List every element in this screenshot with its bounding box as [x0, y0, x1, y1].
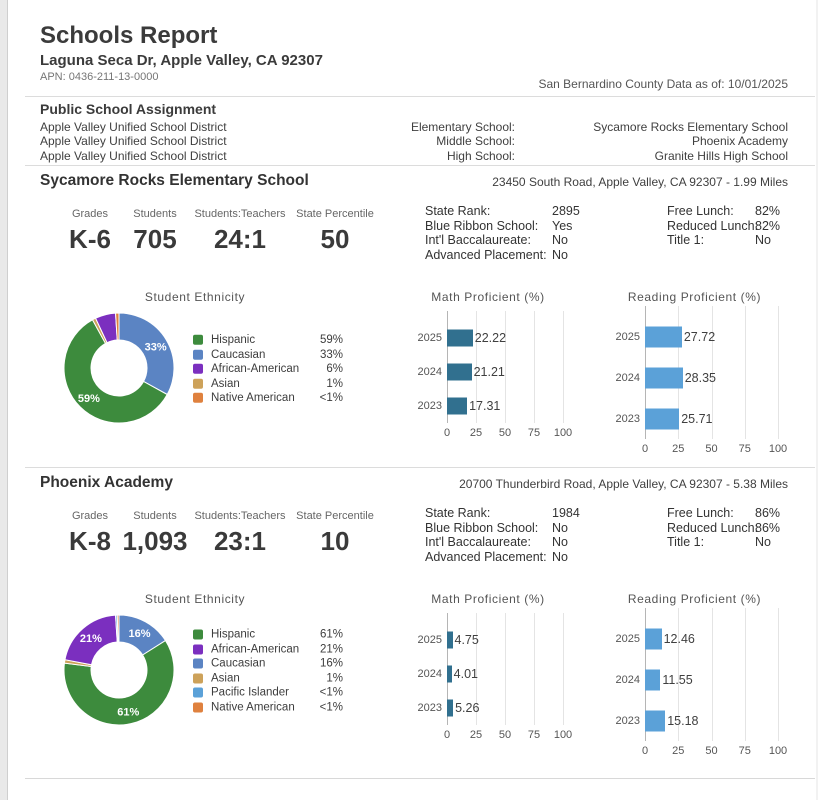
- legend-percent: 33%: [319, 348, 343, 361]
- detail-row: [425, 550, 655, 565]
- axis-tick-label: 25: [469, 427, 483, 439]
- legend-row: [193, 671, 343, 686]
- axis-tick-label: 25: [469, 729, 483, 741]
- axis-tick-label: 100: [768, 745, 788, 757]
- page-title: Schools Report: [40, 22, 218, 49]
- legend-percent: <1%: [319, 701, 343, 714]
- legend-row: [193, 333, 343, 348]
- bar-value-label: 12.46: [663, 631, 695, 646]
- detail-value: 2895: [552, 204, 580, 218]
- bar-chart-plot: [417, 311, 563, 423]
- stat-value: K-6: [69, 224, 111, 254]
- year-label: 2023: [615, 412, 640, 425]
- detail-value: No: [552, 233, 568, 248]
- bar-chart-plot: [615, 608, 778, 741]
- legend-label: Asian: [211, 377, 240, 390]
- report-header: [25, 0, 815, 97]
- bar-row: [615, 316, 778, 357]
- stat-label: Students: [133, 208, 177, 220]
- bar: [447, 398, 467, 415]
- school-name: Sycamore Rocks Elementary School: [40, 172, 309, 189]
- bar-row: [615, 659, 778, 700]
- assignment-title: Public School Assignment: [40, 101, 217, 117]
- axis-tick-label: 50: [498, 729, 512, 741]
- school-details-left: [425, 204, 655, 262]
- detail-label: Blue Ribbon School:: [425, 218, 539, 233]
- ethnicity-donut-svg: [44, 610, 194, 730]
- detail-value: 82%: [755, 204, 781, 218]
- math-chart-phoenix: [413, 592, 573, 743]
- bar-row: [615, 700, 778, 741]
- legend-label: Caucasian: [211, 348, 266, 361]
- stat-label: Grades: [71, 208, 109, 220]
- bar-value-label: 17.31: [469, 399, 501, 413]
- detail-value: 86%: [755, 506, 781, 520]
- school-details-right: [667, 204, 817, 248]
- legend-swatch-icon: [193, 702, 203, 712]
- detail-value: No: [552, 520, 568, 535]
- legend-row: [193, 347, 343, 362]
- year-label: 2025: [417, 634, 442, 646]
- bar: [447, 700, 453, 717]
- stat-block: [288, 208, 382, 255]
- stat-label: Grades: [71, 510, 109, 522]
- legend-swatch-icon: [193, 673, 203, 683]
- legend-row: [193, 391, 343, 406]
- detail-row: [667, 219, 817, 234]
- bar-chart-axis: [443, 729, 573, 743]
- legend-label: Native American: [211, 701, 295, 714]
- detail-value: No: [755, 535, 771, 550]
- axis-tick-label: 75: [527, 729, 541, 741]
- stat-label: Students:Teachers: [194, 208, 286, 220]
- legend-label: Hispanic: [211, 628, 256, 641]
- stat-label: Students: [133, 510, 177, 522]
- school-details-left: [425, 506, 655, 564]
- gridline: [778, 306, 779, 439]
- bar: [447, 666, 452, 683]
- legend-swatch-icon: [193, 364, 203, 374]
- detail-value: 1984: [552, 506, 580, 520]
- stat-label: State Percentile: [296, 208, 374, 220]
- legend-row: [193, 700, 343, 715]
- school-level-row: [405, 134, 788, 148]
- data-as-of-note: San Bernardino County Data as of: 10/01/2025: [538, 77, 788, 91]
- axis-tick-label: 0: [443, 729, 451, 741]
- bar-row: [615, 357, 778, 398]
- district-line: Apple Valley Unified School District: [40, 134, 227, 149]
- bar: [645, 326, 682, 347]
- gridline: [778, 608, 779, 741]
- ethnicity-legend-phoenix: [193, 628, 343, 715]
- school-details-right: [667, 506, 817, 550]
- legend-swatch-icon: [193, 335, 203, 345]
- bar-value-label: 28.35: [684, 370, 716, 385]
- bar-row: [417, 623, 563, 657]
- level-value: Sycamore Rocks Elementary School: [593, 120, 788, 134]
- school-section-phoenix: [25, 468, 815, 779]
- math-chart-sycamore: [413, 290, 573, 441]
- school-name: Phoenix Academy: [40, 474, 173, 491]
- detail-label: Title 1:: [667, 233, 705, 248]
- stat-block: [180, 208, 300, 255]
- stat-block: [288, 510, 382, 557]
- year-label: 2023: [417, 400, 442, 412]
- detail-row: [425, 521, 655, 536]
- detail-label: Advanced Placement:: [425, 549, 547, 564]
- ethnicity-chart-title: Student Ethnicity: [144, 592, 246, 606]
- axis-tick-label: 75: [527, 427, 541, 439]
- bar: [645, 669, 660, 690]
- stat-value: 24:1: [213, 224, 267, 254]
- bar-row: [417, 691, 563, 725]
- detail-row: [667, 233, 817, 248]
- detail-row: [667, 521, 817, 536]
- bar-chart-title: Reading Proficient (%): [627, 290, 762, 304]
- school-level-row: [405, 149, 788, 163]
- year-label: 2024: [417, 668, 442, 680]
- bar-value-label: 5.26: [455, 701, 480, 715]
- bar-row: [615, 618, 778, 659]
- bar-value-label: 27.72: [683, 329, 716, 344]
- legend-row: [193, 628, 343, 643]
- legend-label: Caucasian: [211, 657, 266, 670]
- bar-value-label: 11.55: [662, 672, 693, 687]
- property-address: Laguna Seca Dr, Apple Valley, CA 92307: [40, 52, 323, 69]
- stat-value: 1,093: [122, 526, 188, 556]
- bar: [645, 367, 683, 388]
- axis-tick-label: 0: [641, 443, 649, 455]
- detail-row: [667, 506, 817, 521]
- axis-tick-label: 100: [553, 729, 573, 741]
- legend-swatch-icon: [193, 659, 203, 669]
- detail-value: No: [552, 549, 568, 564]
- axis-tick-label: 75: [738, 443, 751, 455]
- axis-tick-label: 100: [768, 443, 788, 455]
- detail-label: Int'l Baccalaureate:: [425, 535, 531, 550]
- gridline: [563, 613, 564, 725]
- level-label: Elementary School:: [410, 120, 515, 134]
- detail-row: [425, 204, 655, 219]
- bar-chart-title: Math Proficient (%): [431, 290, 545, 304]
- apn-number: APN: 0436-211-13-0000: [40, 71, 159, 83]
- legend-percent: 1%: [326, 672, 343, 685]
- axis-tick-label: 25: [672, 443, 685, 455]
- donut-slice-label: 59%: [77, 393, 100, 406]
- legend-swatch-icon: [193, 350, 203, 360]
- detail-label: Int'l Baccalaureate:: [425, 233, 531, 248]
- bar: [447, 330, 473, 347]
- detail-label: Blue Ribbon School:: [425, 520, 539, 535]
- year-label: 2025: [417, 332, 442, 344]
- bar-value-label: 15.18: [667, 713, 699, 728]
- bar-row: [417, 355, 563, 389]
- school-address: 23450 South Road, Apple Valley, CA 92307 - 1.99 Miles: [492, 175, 788, 189]
- axis-tick-label: 25: [672, 745, 685, 757]
- legend-label: Asian: [211, 672, 240, 685]
- year-label: 2024: [417, 366, 442, 378]
- school-level-list: [405, 120, 788, 163]
- year-label: 2023: [615, 714, 640, 727]
- legend-row: [193, 362, 343, 377]
- legend-label: Pacific Islander: [211, 686, 289, 699]
- school-level-row: [405, 120, 788, 134]
- bar-row: [417, 389, 563, 423]
- level-value: Granite Hills High School: [654, 148, 788, 163]
- detail-row: [425, 535, 655, 550]
- detail-row: [667, 535, 817, 550]
- legend-row: [193, 376, 343, 391]
- bar: [645, 628, 662, 649]
- legend-percent: 21%: [319, 643, 343, 656]
- ethnicity-legend-sycamore: [193, 333, 343, 406]
- gridline: [563, 311, 564, 423]
- legend-percent: 6%: [326, 363, 343, 375]
- bar-value-label: 21.21: [473, 365, 505, 379]
- district-line: Apple Valley Unified School District: [40, 120, 227, 134]
- detail-value: No: [552, 247, 568, 262]
- bar-value-label: 22.22: [474, 331, 507, 345]
- ethnicity-chart-title: Student Ethnicity: [144, 290, 246, 304]
- donut-slice-native-american: [117, 615, 119, 642]
- axis-tick-label: 50: [498, 427, 512, 439]
- legend-row: [193, 657, 343, 672]
- legend-percent: <1%: [319, 392, 343, 404]
- stat-value: 23:1: [213, 526, 267, 556]
- axis-tick-label: 50: [705, 443, 718, 455]
- detail-value: No: [552, 535, 568, 550]
- detail-label: Advanced Placement:: [425, 247, 547, 262]
- legend-swatch-icon: [193, 393, 203, 403]
- detail-row: [425, 233, 655, 248]
- bar: [447, 364, 472, 381]
- axis-tick-label: 50: [705, 745, 718, 757]
- bar-chart-axis: [641, 745, 788, 759]
- level-label: Middle School:: [436, 134, 515, 149]
- bar-row: [417, 657, 563, 691]
- year-label: 2024: [615, 371, 640, 384]
- legend-percent: 1%: [326, 377, 343, 390]
- school-section-sycamore: [25, 166, 815, 468]
- detail-row: [425, 248, 655, 263]
- legend-swatch-icon: [193, 379, 203, 389]
- district-line: Apple Valley Unified School District: [40, 148, 227, 163]
- legend-swatch-icon: [193, 630, 203, 640]
- legend-label: African-American: [211, 643, 300, 656]
- bar-chart-plot: [615, 306, 778, 439]
- stat-label: State Percentile: [296, 510, 374, 522]
- donut-slice-label: 21%: [79, 633, 102, 646]
- stat-value: 705: [133, 224, 177, 254]
- year-label: 2025: [615, 330, 640, 343]
- bar: [645, 408, 679, 429]
- legend-label: Native American: [211, 392, 295, 404]
- legend-row: [193, 642, 343, 657]
- bar-chart-title: Math Proficient (%): [431, 592, 545, 606]
- bar-value-label: 4.01: [453, 667, 478, 681]
- detail-value: No: [755, 233, 771, 248]
- legend-row: [193, 686, 343, 701]
- legend-swatch-icon: [193, 644, 203, 654]
- school-address: 20700 Thunderbird Road, Apple Valley, CA 92307 - 5.38 Miles: [459, 477, 788, 491]
- bar: [447, 632, 453, 649]
- bar-chart-plot: [417, 613, 563, 725]
- detail-row: [425, 506, 655, 521]
- public-school-assignment-section: [25, 97, 815, 166]
- detail-value: Yes: [552, 218, 573, 233]
- axis-tick-label: 0: [443, 427, 451, 439]
- bar-chart-axis: [443, 427, 573, 441]
- donut-slice-caucasian: [119, 313, 174, 395]
- year-label: 2024: [615, 673, 640, 686]
- donut-slice-label: 61%: [117, 706, 140, 719]
- legend-percent: 16%: [319, 657, 343, 670]
- detail-row: [667, 204, 817, 219]
- detail-value: 82%: [755, 218, 781, 233]
- detail-label: Title 1:: [667, 535, 705, 550]
- page-left-border: [0, 0, 8, 800]
- bar: [645, 710, 665, 731]
- detail-label: State Rank:: [425, 204, 491, 218]
- district-list: [40, 120, 227, 163]
- legend-label: Hispanic: [211, 334, 256, 346]
- detail-label: Free Lunch:: [667, 506, 734, 520]
- ethnicity-donut-svg: [44, 308, 194, 428]
- stat-value: K-8: [69, 526, 111, 556]
- detail-value: 86%: [755, 520, 781, 535]
- detail-label: State Rank:: [425, 506, 491, 520]
- year-label: 2023: [417, 702, 442, 714]
- detail-label: Free Lunch:: [667, 204, 734, 218]
- detail-label: Reduced Lunch:: [667, 520, 759, 535]
- bar-value-label: 4.75: [454, 633, 479, 647]
- level-value: Phoenix Academy: [691, 134, 788, 149]
- legend-percent: 61%: [319, 628, 343, 641]
- stat-value: 50: [320, 224, 350, 254]
- bar-value-label: 25.71: [681, 411, 713, 426]
- bar-row: [615, 398, 778, 439]
- legend-swatch-icon: [193, 688, 203, 698]
- bar-chart-title: Reading Proficient (%): [627, 592, 762, 606]
- reading-chart-phoenix: [611, 592, 788, 759]
- axis-tick-label: 100: [553, 427, 573, 439]
- ethnicity-donut-phoenix: [44, 610, 194, 730]
- detail-label: Reduced Lunch:: [667, 218, 759, 233]
- stat-block: [180, 510, 300, 557]
- bar-row: [417, 321, 563, 355]
- axis-tick-label: 75: [738, 745, 751, 757]
- stat-value: 10: [320, 526, 350, 556]
- legend-percent: 59%: [319, 334, 343, 346]
- detail-row: [425, 219, 655, 234]
- level-label: High School:: [446, 148, 515, 163]
- legend-label: African-American: [211, 363, 300, 375]
- legend-percent: <1%: [319, 686, 343, 699]
- axis-tick-label: 0: [641, 745, 649, 757]
- donut-slice-label: 16%: [128, 627, 151, 640]
- ethnicity-donut-sycamore: [44, 308, 194, 428]
- stat-label: Students:Teachers: [194, 510, 286, 522]
- donut-slice-label: 33%: [144, 341, 167, 354]
- year-label: 2025: [615, 632, 640, 645]
- reading-chart-sycamore: [611, 290, 788, 457]
- bar-chart-axis: [641, 443, 788, 457]
